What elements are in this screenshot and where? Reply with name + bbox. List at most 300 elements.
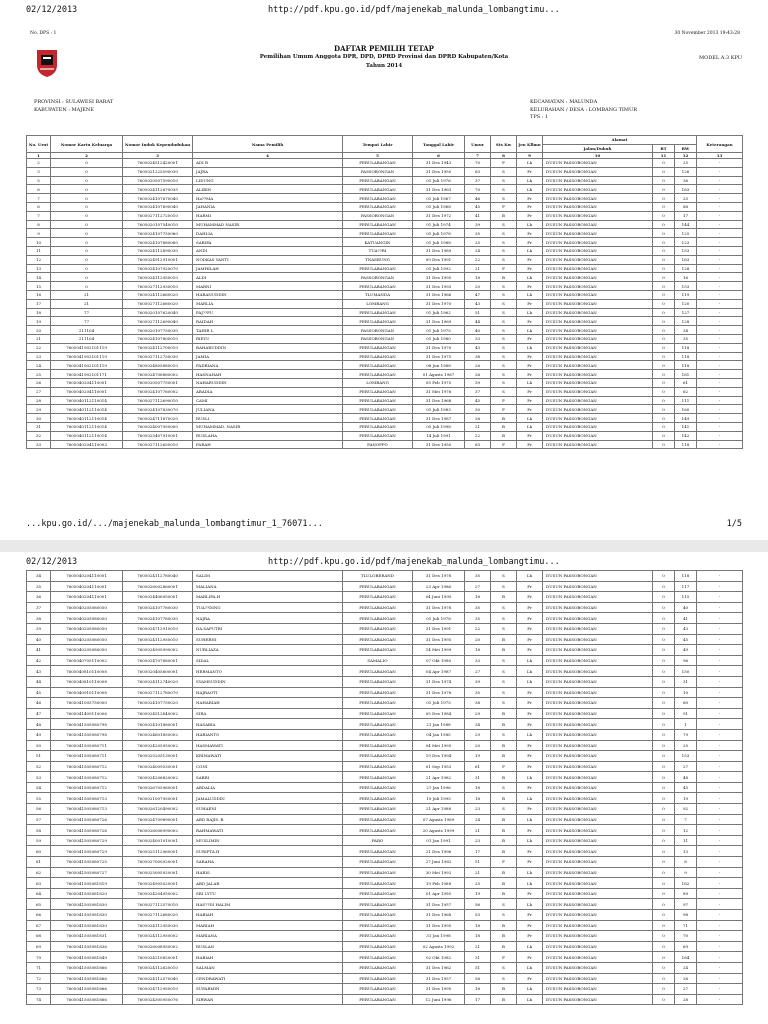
table-cell: 144	[675, 220, 697, 229]
table-cell: PERULABANGAN	[343, 708, 413, 719]
table-cell: PERULABANGAN	[343, 405, 413, 414]
table-row	[27, 973, 743, 984]
table-cell: -	[697, 159, 743, 168]
table-cell: S	[491, 220, 517, 229]
table-cell: -	[697, 613, 743, 624]
table-cell: 18	[465, 592, 491, 603]
table-cell: 69	[27, 941, 51, 952]
table-cell: 45	[675, 782, 697, 793]
table-cell: B	[491, 751, 517, 762]
table-row	[27, 835, 743, 846]
table-cell: 7605024712910010	[123, 623, 193, 634]
table-cell: S	[491, 378, 517, 387]
table-cell: P	[491, 264, 517, 273]
table-cell: DUSUN PASSOBONGAN	[543, 729, 653, 740]
table-row	[27, 378, 743, 387]
table-cell: NAHARIAH	[193, 698, 343, 709]
table-cell: 142	[675, 431, 697, 440]
table-cell: 7605041505080729	[51, 846, 123, 857]
table-cell: -	[697, 396, 743, 405]
table-cell: 31 Des 1995	[413, 273, 465, 282]
table-cell: 40	[27, 634, 51, 645]
table-cell: 25	[675, 194, 697, 203]
table-cell: B	[491, 888, 517, 899]
table-cell: 54	[27, 782, 51, 793]
table-row	[27, 343, 743, 352]
table-cell: -	[697, 194, 743, 203]
table-cell: 01 Juli 1988	[413, 238, 465, 247]
table-cell: 29	[465, 708, 491, 719]
table-cell: DUSUN PASSOBONGAN	[543, 194, 653, 203]
table-cell: HAS??DI HALIM	[193, 899, 343, 910]
table-cell: 7605024708880002	[123, 370, 193, 379]
table-cell: 74	[27, 994, 51, 1005]
table-cell: -	[697, 952, 743, 963]
table-cell: NAJRA	[193, 613, 343, 624]
table-cell: 7605024206820002	[123, 772, 193, 783]
table-cell: 7605041505080712	[51, 772, 123, 783]
table-cell: -	[697, 984, 743, 995]
table-cell: S	[491, 326, 517, 335]
table-row	[27, 602, 743, 613]
table-cell: 0	[51, 211, 123, 220]
table-cell: 11	[27, 246, 51, 255]
table-cell: 62	[675, 387, 697, 396]
table-cell: -	[697, 655, 743, 666]
table-row	[27, 825, 743, 836]
table-cell: 7605024107750020	[123, 698, 193, 709]
table-row	[27, 290, 743, 299]
table-cell: 5	[27, 176, 51, 185]
table-cell: 7605020405600001	[123, 666, 193, 677]
table-cell: PERULABANGAN	[343, 414, 413, 423]
table-cell: 7605027112680020	[123, 910, 193, 921]
table-cell: -	[697, 238, 743, 247]
table-row	[27, 676, 743, 687]
table-cell: PERULABANGAN	[343, 814, 413, 825]
table-cell: Pr	[517, 719, 543, 730]
table-cell: 01 Juli 1975	[413, 698, 465, 709]
table-cell: -	[697, 176, 743, 185]
table-cell: Pr	[517, 888, 543, 899]
table-cell: -	[697, 623, 743, 634]
table-cell: 7605024107920070	[123, 264, 193, 273]
table-cell: 7605041505080729	[51, 835, 123, 846]
table-cell: 16	[675, 273, 697, 282]
table-cell: PERULABANGAN	[343, 751, 413, 762]
table-cell: PERULABANGAN	[343, 761, 413, 772]
table-cell: 0	[653, 326, 675, 335]
table-cell: 0	[653, 782, 675, 793]
table-cell: 22	[27, 343, 51, 352]
table-cell: PERULABANGAN	[343, 931, 413, 942]
table-cell: 7605041902101119	[51, 361, 123, 370]
table-cell: 7605024512420001	[123, 159, 193, 168]
table-cell: HARANUDDIN	[193, 290, 343, 299]
table-cell: 7605024210820001	[123, 952, 193, 963]
table-cell: Pr	[517, 751, 543, 762]
table-row	[27, 793, 743, 804]
table-cell: 7605024112700010	[123, 343, 193, 352]
col-rt: RT	[653, 144, 675, 153]
table-cell: 0	[653, 867, 675, 878]
table-cell: 21	[465, 941, 491, 952]
table-cell: DUSUN PASSOBONGAN	[543, 229, 653, 238]
table-cell: 31 Des 1970	[413, 343, 465, 352]
table-cell: DUSUN PASSOBONGAN	[543, 308, 653, 317]
table-cell: Pr	[517, 645, 543, 656]
table-cell: 19	[465, 751, 491, 762]
table-cell: 153	[675, 246, 697, 255]
table-cell: -	[697, 220, 743, 229]
table-cell: 25	[675, 740, 697, 751]
table-cell: 7605024107780030	[123, 613, 193, 624]
kabupaten: KABUPATEN : MAJENE	[34, 106, 94, 113]
table-row	[27, 396, 743, 405]
table-row	[27, 387, 743, 396]
table-cell: -	[697, 308, 743, 317]
table-cell: 7605026008950002	[123, 941, 193, 952]
table-cell: DUSUN PASSOBONGAN	[543, 602, 653, 613]
table-cell: Lk	[517, 176, 543, 185]
column-number: 3	[123, 153, 193, 159]
table-cell: 7605040205080050	[51, 645, 123, 656]
table-cell: 125	[675, 229, 697, 238]
table-cell: 0	[653, 984, 675, 995]
table-cell: 27 Jan 1996	[413, 782, 465, 793]
table-cell: 7605025205130001	[123, 751, 193, 762]
table-row	[27, 655, 743, 666]
table-cell: PERULABANGAN	[343, 581, 413, 592]
table-row	[27, 440, 743, 449]
table-cell: S	[491, 185, 517, 194]
table-cell: 163	[675, 185, 697, 194]
table-cell: 0	[653, 176, 675, 185]
table-cell: 0	[653, 167, 675, 176]
table-cell: 0	[653, 878, 675, 889]
table-cell: PERULABANGAN	[343, 343, 413, 352]
table-cell: Pr	[517, 592, 543, 603]
table-cell: S	[491, 167, 517, 176]
table-cell: TUA??DING	[193, 602, 343, 613]
table-cell: 43	[675, 623, 697, 634]
table-cell: CAMI	[193, 396, 343, 405]
table-cell: -	[697, 878, 743, 889]
table-cell: SUHAENI	[193, 804, 343, 815]
table-cell: PAJ??PU	[193, 308, 343, 317]
table-cell: B	[491, 740, 517, 751]
table-cell: 69	[675, 941, 697, 952]
table-cell: PERULABANGAN	[343, 676, 413, 687]
table-cell: 21 Apr 1982	[413, 772, 465, 783]
table-row	[27, 751, 743, 762]
table-cell: 7605040204110001	[51, 387, 123, 396]
column-number: 5	[343, 153, 413, 159]
table-cell: 17	[675, 211, 697, 220]
table-cell: DUSUN PASSOBONGAN	[543, 687, 653, 698]
table-cell: 92	[675, 804, 697, 815]
table-cell: 39	[27, 623, 51, 634]
table-cell: 27	[465, 581, 491, 592]
table-cell: 0	[51, 264, 123, 273]
table-cell: 7605040705110002	[51, 655, 123, 666]
table-row	[27, 592, 743, 603]
table-cell: Lk	[517, 273, 543, 282]
table-cell: PARO	[343, 835, 413, 846]
table-cell: DAHLIA	[193, 229, 343, 238]
table-cell: DUSUN PASSOBONGAN	[543, 282, 653, 291]
table-cell: 45	[465, 202, 491, 211]
table-cell: 7605024107760002	[123, 387, 193, 396]
table-cell: RIEYU	[193, 334, 343, 343]
table-cell: PERULABANGAN	[343, 308, 413, 317]
table-cell: HARIS	[193, 867, 343, 878]
table-cell: 24	[675, 962, 697, 973]
table-cell: S	[491, 343, 517, 352]
table-cell: CONI	[193, 761, 343, 772]
table-cell: 70	[465, 185, 491, 194]
table-cell: PERULABANGAN	[343, 698, 413, 709]
table-cell: PERULABANGAN	[343, 984, 413, 995]
table-cell: 0	[653, 282, 675, 291]
table-cell: 01 Juli 1983	[413, 405, 465, 414]
table-cell: 7605025407910001	[123, 431, 193, 440]
table-cell: 19	[27, 317, 51, 326]
table-cell: 7605024112660020	[123, 290, 193, 299]
table-cell: PERULABANGAN	[343, 687, 413, 698]
table-cell: PERULABANGAN	[343, 782, 413, 793]
table-row	[27, 645, 743, 656]
table-cell: Lk	[517, 867, 543, 878]
table-cell: ALDI	[193, 273, 343, 282]
print-url-2[interactable]: http://pdf.kpu.go.id/pdf/majenekab_malunda_lombangtimu...	[268, 557, 560, 567]
table-cell: 7605024107800010	[123, 334, 193, 343]
table-cell: 0	[51, 159, 123, 168]
table-cell: 2	[27, 159, 51, 168]
table-cell: Pr	[517, 952, 543, 963]
table-cell: 0	[653, 592, 675, 603]
print-url[interactable]: http://pdf.kpu.go.id/pdf/majenekab_malunda_lombangtimu...	[268, 5, 560, 15]
table-cell: DUSUN PASSOBONGAN	[543, 751, 653, 762]
kecamatan: KECAMATAN : MALUNDA	[530, 99, 598, 105]
table-cell: PANOPPO	[343, 440, 413, 449]
table-cell: HARMI	[193, 211, 343, 220]
table-cell: DUSUN PASSOBONGAN	[543, 396, 653, 405]
table-cell: 7605041505080726	[51, 825, 123, 836]
table-cell: RUSLAN	[193, 941, 343, 952]
table-cell: 0	[653, 676, 675, 687]
table-cell: 34	[465, 719, 491, 730]
table-cell: 31 Des 1968	[413, 396, 465, 405]
table-row	[27, 761, 743, 772]
table-cell: S	[491, 655, 517, 666]
table-cell: PERULABANGAN	[343, 920, 413, 931]
table-cell: 7605025112960001	[123, 846, 193, 857]
table-cell: DUSUN PASSOBONGAN	[543, 793, 653, 804]
table-cell: 98	[675, 910, 697, 921]
table-row	[27, 729, 743, 740]
table-cell: 7605041505080713	[51, 804, 123, 815]
table-cell: 56	[465, 973, 491, 984]
table-cell: MARNI	[193, 282, 343, 291]
table-cell: 05 Juli 1998	[413, 422, 465, 431]
table-cell: 7605024107830070	[123, 405, 193, 414]
table-cell: 43	[465, 299, 491, 308]
table-cell: 7605021007950001	[123, 793, 193, 804]
column-number: 11	[653, 153, 675, 159]
table-cell: Pr	[517, 317, 543, 326]
table-row	[27, 176, 743, 185]
table-cell: B	[491, 634, 517, 645]
table-cell: 39	[465, 220, 491, 229]
table-cell: 35	[27, 581, 51, 592]
table-cell: 56	[27, 804, 51, 815]
table-cell: 24	[465, 814, 491, 825]
table-cell: 31 Des 1972	[413, 211, 465, 220]
table-cell: Pr	[517, 782, 543, 793]
table-cell: 7605041505081830	[51, 910, 123, 921]
table-cell: 96	[675, 655, 697, 666]
table-cell: DUSUN PASSOBONGAN	[543, 676, 653, 687]
table-cell: 0	[51, 255, 123, 264]
table-cell: 7605041505081819	[51, 878, 123, 889]
table-cell: -	[697, 405, 743, 414]
table-cell: 20 Agusts 1999	[413, 825, 465, 836]
table-cell: TLULOBERAND	[343, 571, 413, 582]
table-cell: 14	[27, 273, 51, 282]
table-cell: 52	[27, 761, 51, 772]
table-cell: 0	[653, 888, 675, 899]
table-cell: 0	[653, 687, 675, 698]
table-cell: 7605041505080713	[51, 793, 123, 804]
table-cell: ALIBIN	[193, 185, 343, 194]
table-cell: 38	[27, 613, 51, 624]
table-cell: 7605021225590030	[123, 167, 193, 176]
table-cell: 0	[653, 238, 675, 247]
table-cell: DUSUN PASSOBONGAN	[543, 835, 653, 846]
table-cell: 23	[27, 352, 51, 361]
table-cell: S	[491, 370, 517, 379]
table-cell: ANDI	[193, 246, 343, 255]
table-cell: 29	[465, 729, 491, 740]
table-cell: 7605024112950010	[123, 634, 193, 645]
table-cell: 18	[465, 273, 491, 282]
table-cell: 0	[653, 159, 675, 168]
col-status: Sts Kw	[491, 136, 517, 153]
table-cell: 56	[465, 899, 491, 910]
table-cell: -	[697, 846, 743, 857]
table-cell: 118	[675, 352, 697, 361]
table-cell: 53	[27, 772, 51, 783]
table-cell: 16	[27, 290, 51, 299]
table-cell: 118	[675, 440, 697, 449]
table-cell: 14 Juli 1991	[413, 431, 465, 440]
table-cell: 51	[465, 308, 491, 317]
table-cell: 0	[653, 405, 675, 414]
table-cell: 21	[27, 334, 51, 343]
table-cell: PERULABANGAN	[343, 994, 413, 1005]
table-cell: 31 Des 1989	[413, 246, 465, 255]
table-cell: DUSUN PASSOBONGAN	[543, 867, 653, 878]
table-cell: 0	[653, 246, 675, 255]
table-cell: ADI B	[193, 159, 343, 168]
table-cell: 20	[465, 740, 491, 751]
table-cell: MUHAMMAD NASIR	[193, 220, 343, 229]
table-cell: 7605040112110014	[51, 414, 123, 423]
table-cell: HARIANTO	[193, 729, 343, 740]
table-cell: 1	[675, 719, 697, 730]
table-cell: 43	[465, 343, 491, 352]
table-cell: 7605027112780070	[123, 687, 193, 698]
table-cell: 7605024112950030	[123, 920, 193, 931]
table-cell: 7605041505081831	[51, 931, 123, 942]
table-cell: 0	[653, 825, 675, 836]
table-cell: Pr	[517, 299, 543, 308]
table-cell: 01 Juli 1978	[413, 613, 465, 624]
col-nama: Nama Pemilih	[193, 136, 343, 153]
table-cell: DUSUN PASSOBONGAN	[543, 361, 653, 370]
table-cell: DUSUN PASSOBONGAN	[543, 264, 653, 273]
table-cell: Pr	[517, 211, 543, 220]
table-cell: 0	[653, 740, 675, 751]
table-cell: 7605040205080050	[51, 634, 123, 645]
table-cell: 0	[653, 698, 675, 709]
table-cell: -	[697, 602, 743, 613]
table-cell: -	[697, 920, 743, 931]
table-cell: P	[491, 202, 517, 211]
col-tanggal: Tanggal Lahir	[413, 136, 465, 153]
table-cell: S	[491, 334, 517, 343]
table-cell: Lk	[517, 290, 543, 299]
table-cell: -	[697, 202, 743, 211]
table-cell: 31 Des 1987	[413, 414, 465, 423]
table-cell: 37	[465, 387, 491, 396]
table-cell: 33	[465, 334, 491, 343]
table-cell: 0	[653, 920, 675, 931]
table-cell: DUSUN PASSOBONGAN	[543, 782, 653, 793]
table-cell: 02 Okt 1982	[413, 952, 465, 963]
column-number: 10	[543, 153, 653, 159]
table-cell: Lk	[517, 878, 543, 889]
table-row	[27, 405, 743, 414]
table-cell: 0	[653, 645, 675, 656]
table-cell: MUSLIMIN	[193, 835, 343, 846]
table-cell: 7605026705960001	[123, 782, 193, 793]
table-row	[27, 571, 743, 582]
table-cell: 05 Feb 1975	[413, 378, 465, 387]
table-cell: 97	[675, 899, 697, 910]
table-cell: 7605041505080711	[51, 751, 123, 762]
table-cell: 01 Juli 1976	[413, 176, 465, 185]
table-cell: S	[491, 308, 517, 317]
table-cell: DUSUN PASSOBONGAN	[543, 220, 653, 229]
table-cell: Pr	[517, 194, 543, 203]
table-cell: 10	[27, 238, 51, 247]
table-cell: 35	[675, 334, 697, 343]
table-cell: 7605041505081849	[51, 952, 123, 963]
table-cell: PERULABANGAN	[343, 899, 413, 910]
table-cell: 0	[653, 962, 675, 973]
table-cell: Pr	[517, 282, 543, 291]
table-cell: PERULABANGAN	[343, 729, 413, 740]
table-cell: 7605024512840002	[123, 708, 193, 719]
table-row	[27, 941, 743, 952]
table-cell: PERULABANGAN	[343, 846, 413, 857]
table-cell: B	[491, 645, 517, 656]
table-cell: 115	[675, 592, 697, 603]
footer-url: ...kpu.go.id/.../majenekab_malunda_lombangtimur_1_76071...	[26, 519, 323, 529]
table-cell: DUSUN PASSOBONGAN	[543, 804, 653, 815]
